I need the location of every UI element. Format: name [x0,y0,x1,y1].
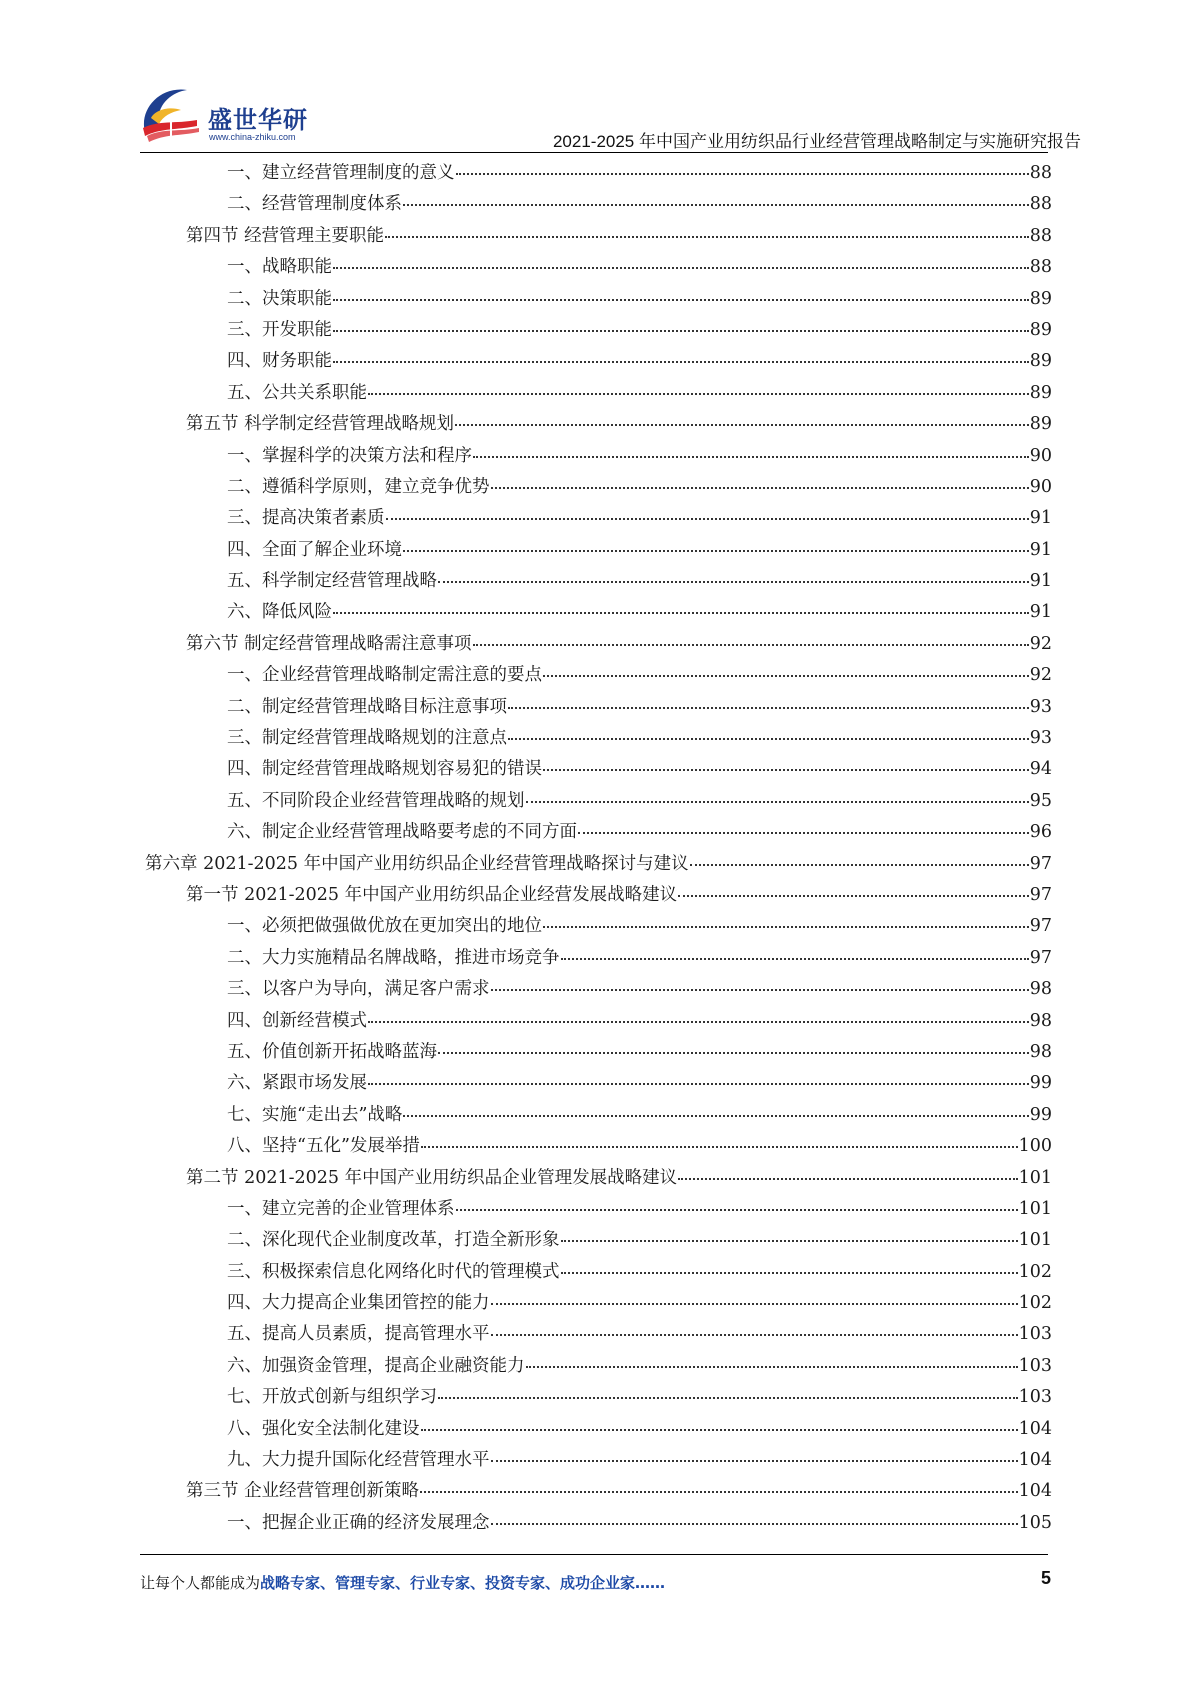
toc-entry-label: 二、遵循科学原则，建立竞争优势 [227,476,490,497]
toc-entry[interactable] [140,597,1052,628]
toc-entry-page: 96 [1029,822,1052,843]
toc-entry-page: 95 [1029,790,1052,811]
toc-entry[interactable] [140,1100,1052,1131]
toc-dot-leader [690,864,1029,866]
toc-dot-leader [421,1146,1018,1148]
toc-dot-leader [368,1083,1029,1085]
toc-entry[interactable] [140,1508,1052,1539]
toc-entry[interactable] [140,1319,1052,1350]
toc-dot-leader [333,299,1029,301]
logo-url: www.china-zhiku.com [209,132,296,142]
toc-entry-label: 六、紧跟市场发展 [227,1073,367,1094]
toc-entry-label: 四、全面了解企业环境 [227,539,402,560]
toc-dot-leader [403,204,1029,206]
toc-entry-label: 二、大力实施精品名牌战略，推进市场竞争 [227,947,560,968]
toc-entry-label: 第五节 科学制定经营管理战略规划 [186,414,455,435]
toc-entry-label: 五、科学制定经营管理战略 [227,571,437,592]
toc-entry-label: 三、积极探索信息化网络化时代的管理模式 [227,1261,560,1282]
toc-entry[interactable] [140,1476,1052,1507]
toc-entry[interactable] [140,252,1052,283]
toc-entry-page: 104 [1018,1418,1052,1439]
toc-dot-leader [491,487,1029,489]
toc-entry-page: 100 [1018,1136,1052,1157]
toc-entry-label: 第六节 制定经营管理战略需注意事项 [186,633,472,654]
toc-entry-label: 五、公共关系职能 [227,382,367,403]
toc-entry[interactable] [140,1445,1052,1476]
toc-entry-page: 90 [1029,476,1052,497]
toc-entry[interactable] [140,284,1052,315]
toc-dot-leader [333,361,1029,363]
toc-entry[interactable] [140,1225,1052,1256]
toc-dot-leader [491,1460,1018,1462]
toc-dot-leader [561,1240,1018,1242]
toc-entry-page: 103 [1018,1324,1052,1345]
toc-entry[interactable] [140,1414,1052,1445]
toc-entry[interactable] [140,754,1052,785]
toc-entry-page: 98 [1029,979,1052,1000]
book-swoosh-logo-icon [137,80,207,148]
toc-entry-page: 101 [1018,1198,1052,1219]
toc-entry-page: 102 [1018,1261,1052,1282]
toc-dot-leader [543,675,1029,677]
toc-entry-label: 一、企业经营管理战略制定需注意的要点 [227,665,542,686]
toc-dot-leader [508,738,1029,740]
toc-entry[interactable] [140,189,1052,220]
toc-dot-leader [678,895,1029,897]
toc-entry-page: 88 [1029,225,1052,246]
toc-entry-page: 89 [1029,351,1052,372]
toc-entry-label: 七、开放式创新与组织学习 [227,1387,437,1408]
toc-entry-label: 三、制定经营管理战略规划的注意点 [227,728,507,749]
header-divider [140,152,1048,153]
footer-slogan-highlight: 战略专家、管理专家、行业专家、投资专家、成功企业家…… [260,1574,666,1592]
toc-dot-leader [491,1303,1018,1305]
toc-entry-label: 七、实施“走出去”战略 [227,1104,403,1125]
toc-dot-leader [578,832,1029,834]
toc-entry-label: 四、大力提高企业集团管控的能力 [227,1293,490,1314]
toc-entry[interactable] [140,1194,1052,1225]
toc-entry[interactable] [140,441,1052,472]
toc-entry[interactable] [140,1257,1052,1288]
toc-entry-page: 89 [1029,382,1052,403]
toc-dot-leader [526,1366,1018,1368]
toc-entry-label: 一、必须把做强做优放在更加突出的地位 [227,916,542,937]
toc-dot-leader [385,236,1029,238]
toc-dot-leader [508,707,1029,709]
toc-entry-label: 第一节 2021-2025 年中国产业用纺织品企业经营发展战略建议 [186,884,678,905]
toc-entry[interactable] [140,378,1052,409]
toc-entry-label: 四、财务职能 [227,351,332,372]
toc-dot-leader [333,267,1029,269]
toc-entry-label: 第四节 经营管理主要职能 [186,225,385,246]
toc-entry-label: 二、决策职能 [227,288,332,309]
toc-entry[interactable] [140,1351,1052,1382]
toc-entry-page: 91 [1029,508,1052,529]
toc-entry-page: 91 [1029,602,1052,623]
toc-dot-leader [333,612,1029,614]
toc-entry-label: 三、开发职能 [227,319,332,340]
toc-dot-leader [473,644,1029,646]
toc-entry[interactable] [140,566,1052,597]
toc-entry[interactable] [140,974,1052,1005]
toc-entry-label: 第六章 2021-2025 年中国产业用纺织品企业经营管理战略探讨与建议 [145,853,689,874]
toc-entry[interactable] [140,817,1052,848]
toc-dot-leader [491,1523,1018,1525]
toc-entry[interactable] [140,849,1052,880]
toc-entry[interactable] [140,409,1052,440]
footer-divider [140,1554,1048,1555]
toc-entry-label: 六、降低风险 [227,602,332,623]
toc-entry-label: 一、把握企业正确的经济发展理念 [227,1512,490,1533]
toc-dot-leader [368,393,1029,395]
toc-dot-leader [386,518,1029,520]
logo-wordmark: 盛世华研 [208,106,308,134]
toc-entry-label: 一、战略职能 [227,257,332,278]
toc-entry[interactable] [140,1006,1052,1037]
toc-entry-page: 88 [1029,194,1052,215]
toc-dot-leader [403,550,1029,552]
toc-entry[interactable] [140,723,1052,754]
toc-entry[interactable] [140,1288,1052,1319]
toc-dot-leader [491,1334,1018,1336]
toc-dot-leader [455,424,1029,426]
toc-entry[interactable] [140,786,1052,817]
toc-entry-label: 一、掌握科学的决策方法和程序 [227,445,472,466]
toc-dot-leader [438,581,1029,583]
toc-entry-page: 105 [1018,1512,1052,1533]
toc-entry-label: 二、制定经营管理战略目标注意事项 [227,696,507,717]
toc-entry-page: 97 [1029,884,1052,905]
toc-entry-page: 89 [1029,288,1052,309]
toc-entry-page: 103 [1018,1387,1052,1408]
toc-dot-leader [526,801,1029,803]
document-title: 2021-2025 年中国产业用纺织品行业经营管理战略制定与实施研究报告 [552,132,1081,151]
toc-entry-page: 92 [1029,633,1052,654]
toc-dot-leader [421,1429,1018,1431]
page-number: 5 [1040,1568,1051,1588]
toc-dot-leader [473,456,1029,458]
toc-dot-leader [438,1052,1029,1054]
toc-entry-page: 97 [1029,853,1052,874]
toc-entry-page: 90 [1029,445,1052,466]
toc-dot-leader [403,1115,1028,1117]
toc-entry-page: 93 [1029,728,1052,749]
footer-slogan [140,1572,665,1593]
toc-dot-leader [491,989,1029,991]
toc-entry-label: 二、经营管理制度体系 [227,194,402,215]
toc-entry-page: 89 [1029,414,1052,435]
toc-entry-page: 99 [1029,1073,1052,1094]
toc-entry-page: 88 [1029,257,1052,278]
toc-entry[interactable] [140,315,1052,346]
toc-entry-label: 第二节 2021-2025 年中国产业用纺织品企业管理发展战略建议 [186,1167,678,1188]
toc-entry[interactable] [140,1068,1052,1099]
toc-entry-page: 101 [1018,1167,1052,1188]
toc-entry-page: 103 [1018,1355,1052,1376]
toc-dot-leader [333,330,1029,332]
toc-dot-leader [456,1209,1018,1211]
toc-entry[interactable] [140,911,1052,942]
toc-entry-page: 92 [1029,665,1052,686]
toc-entry[interactable] [140,346,1052,377]
toc-entry-label: 九、大力提升国际化经营管理水平 [227,1450,490,1471]
toc-dot-leader [543,926,1029,928]
toc-entry-label: 八、坚持“五化”发展举措 [227,1136,420,1157]
toc-entry-page: 98 [1029,1010,1052,1031]
toc-entry[interactable] [140,535,1052,566]
toc-entry[interactable] [140,880,1052,911]
toc-entry-page: 94 [1029,759,1052,780]
toc-entry-label: 四、制定经营管理战略规划容易犯的错误 [227,759,542,780]
toc-entry-page: 98 [1029,1041,1052,1062]
toc-entry[interactable] [140,221,1052,252]
toc-entry-label: 第三节 企业经营管理创新策略 [186,1481,420,1502]
toc-entry[interactable] [140,1163,1052,1194]
toc-dot-leader [543,769,1029,771]
toc-entry-label: 五、价值创新开拓战略蓝海 [227,1041,437,1062]
toc-entry-label: 八、强化安全法制化建设 [227,1418,420,1439]
table-of-contents [140,158,1052,1539]
toc-entry-label: 四、创新经营模式 [227,1010,367,1031]
toc-entry[interactable] [140,1131,1052,1162]
company-logo [137,80,307,148]
toc-dot-leader [420,1491,1018,1493]
toc-entry-page: 102 [1018,1293,1052,1314]
toc-entry-label: 三、提高决策者素质 [227,508,385,529]
toc-entry-page: 97 [1029,916,1052,937]
toc-dot-leader [678,1178,1017,1180]
toc-entry[interactable] [140,629,1052,660]
toc-entry-page: 101 [1018,1230,1052,1251]
toc-entry-page: 104 [1018,1450,1052,1471]
toc-entry-label: 五、提高人员素质，提高管理水平 [227,1324,490,1345]
toc-entry-page: 91 [1029,539,1052,560]
toc-dot-leader [456,173,1029,175]
toc-entry[interactable] [140,692,1052,723]
toc-entry-label: 六、加强资金管理，提高企业融资能力 [227,1355,525,1376]
toc-entry-page: 88 [1029,163,1052,183]
toc-entry[interactable] [140,1382,1052,1413]
toc-entry-label: 五、不同阶段企业经营管理战略的规划 [227,790,525,811]
toc-entry-page: 97 [1029,947,1052,968]
toc-entry[interactable] [140,660,1052,691]
toc-dot-leader [438,1397,1018,1399]
toc-entry-label: 一、建立完善的企业管理体系 [227,1198,455,1219]
toc-entry-label: 三、以客户为导向，满足客户需求 [227,979,490,1000]
toc-entry-label: 六、制定企业经营管理战略要考虑的不同方面 [227,822,577,843]
toc-entry[interactable] [140,1037,1052,1068]
toc-dot-leader [561,958,1029,960]
toc-entry-page: 99 [1029,1104,1052,1125]
toc-entry[interactable] [140,943,1052,974]
toc-entry-label: 二、深化现代企业制度改革，打造全新形象 [227,1230,560,1251]
toc-entry-page: 89 [1029,319,1052,340]
toc-entry-page: 93 [1029,696,1052,717]
footer-slogan-lead: 让每个人都能成为 [140,1574,261,1592]
toc-entry[interactable] [140,503,1052,534]
toc-entry-page: 91 [1029,571,1052,592]
toc-entry-page: 104 [1018,1481,1052,1502]
toc-dot-leader [561,1272,1018,1274]
toc-entry[interactable] [140,472,1052,503]
toc-entry[interactable] [140,158,1052,189]
toc-dot-leader [368,1021,1029,1023]
toc-entry-label: 一、建立经营管理制度的意义 [227,163,455,183]
